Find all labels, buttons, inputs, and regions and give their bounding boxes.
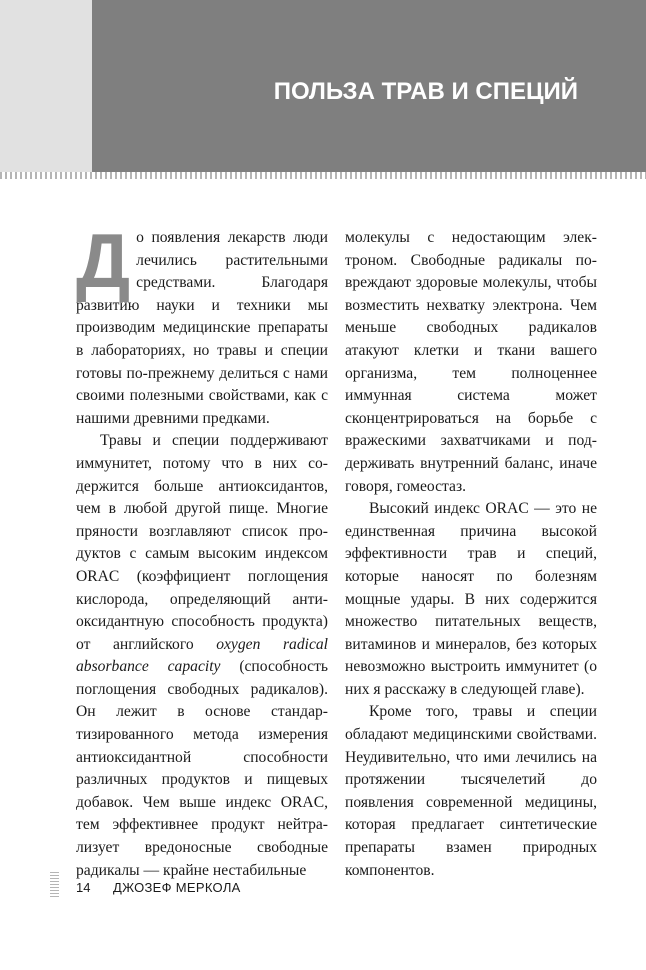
chapter-title: ПОЛЬЗА ТРАВ И СПЕЦИЙ: [273, 78, 578, 105]
running-footer-author: ДЖОЗЕФ МЕРКОЛА: [113, 880, 241, 895]
paragraph-4: Высокий индекс ORAC — это не единственная причина высокой эффективности трав и специй, которые наносят по болезням мощные удары. В них содержится множество питательных веществ, витаминов и минералов, без которых невозможно выстроить иммунитет (о них я расскажу в следующей главе).: [345, 500, 597, 698]
paragraph-1-text: о появления лекарств люди лечились растительными средствами. Благодаря развитию науки и техники мы производим медицинские препараты в лабораториях, но травы и специи готовы по-прежнему делиться с нами своими полезными свойствами, как с нашими древними предками.: [76, 229, 328, 427]
paragraph-3: молекулы с недостающим электроном. Свободные радикалы повреждают здоровые молекулы, чтобы возместить нехватку электрона. Чем меньше свободных радикалов атакуют клетки и ткани вашего организма, тем полноценнее иммунная система может сконцентрироваться на борьбе с вражескими захватчиками и поддерживать внутренний баланс, иначе говоря, гомеостаз.: [345, 229, 597, 495]
paragraph-2: [76, 430, 328, 882]
paragraph-2-text-start: Травы и специи поддерживают иммунитет, потому что в них содержится больше антиоксидантов, чем в любой другой пище. Многие пряности возглавляют список продуктов с самым высоким индексом ORAC (коэффициент поглощения кислорода, определяющий антиоксидантную способность продукта) от английского: [76, 432, 328, 653]
paragraph-2-italic-term: oxygen radical absorbance capacity: [76, 635, 328, 676]
footer-tick-marks: [50, 872, 59, 898]
header-side-band: [0, 0, 92, 172]
paragraph-1: [76, 219, 328, 430]
left-column: [76, 219, 328, 882]
page-number: 14: [76, 880, 91, 895]
drop-cap: Д: [76, 219, 131, 304]
paragraph-2-text-end: (способность поглощения свободных радикалов). Он лежит в основе стандартизированного метода измерения антиоксидантной способности различных продуктов и пищевых добавок. Чем выше индекс ORAC, тем эффективнее продукт нейтрализует вредоносные свободные радикалы — крайне нестабильные: [76, 658, 328, 879]
header-tick-strip: [0, 172, 646, 179]
paragraph-5: Кроме того, травы и специи обладают медицинскими свойствами. Неудивительно, что ими лечились на протяжении тысячелетий до появления современной медицины, которая предлагает синтетические препараты взамен природных компонентов.: [345, 703, 597, 879]
right-column: [345, 227, 597, 882]
